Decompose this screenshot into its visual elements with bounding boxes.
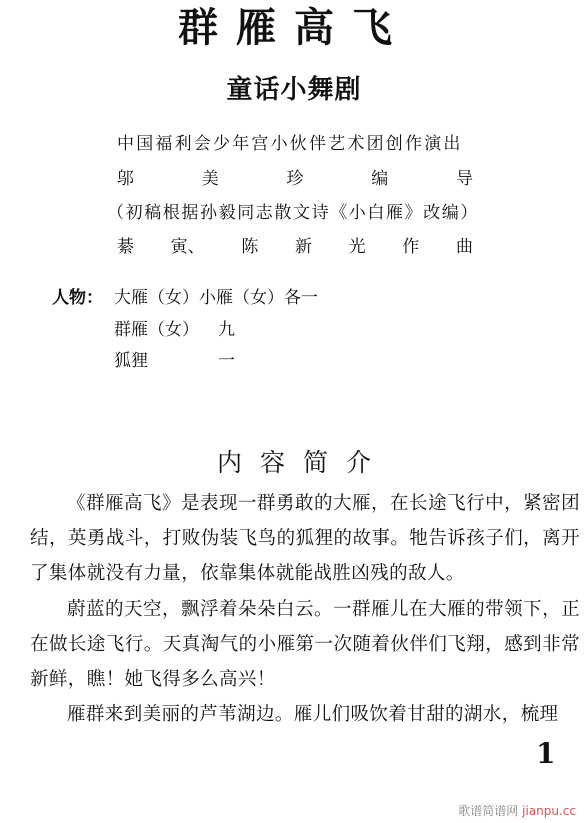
watermark-site-name: 歌谱简谱网 [458, 804, 519, 818]
document-subtitle: 童话小舞剧 [226, 75, 362, 105]
credit-source-note: （初稿根据孙毅同志散文诗《小白雁》改编） [107, 203, 479, 223]
character-name: 大雁（女）小雁（女）各一 [114, 288, 318, 308]
watermark-url: jianpu.cc [522, 804, 576, 818]
credit-composers-part: 寅、 [170, 237, 205, 257]
credit-choreographer-part: 编 [371, 169, 389, 189]
synopsis-heading: 内容简介 [216, 448, 389, 477]
credit-choreographer-part: 邬 [117, 169, 134, 189]
character-row [114, 349, 235, 373]
document-title: 群雁高飞 [178, 5, 410, 51]
credit-composers-part: 新 [294, 237, 312, 257]
credit-production: 中国福利会少年宫小伙伴艺术团创作演出 [117, 134, 463, 154]
watermark [458, 803, 576, 819]
credit-choreographer-part: 珍 [286, 169, 304, 189]
synopsis-paragraph: 雁群来到美丽的芦苇湖边。雁儿们吸饮着甘甜的湖水，梳理 [67, 704, 559, 725]
synopsis-paragraph: 《群雁高飞》是表现一群勇敢的大雁，在长途飞行中，紧密团结，英勇战斗，打败伪装飞鸟的狐狸的故事。牠告诉孩子们，离开了集体就没有力量，依靠集体就能战胜凶残的敌人。 [30, 493, 580, 584]
character-count: 一 [218, 351, 235, 371]
credit-composers [117, 235, 473, 259]
credit-composers-part: 陈 [241, 237, 259, 257]
credit-composers-part: 曲 [455, 237, 473, 257]
characters-label: 人物： [52, 288, 103, 308]
character-name: 狐狸 [114, 351, 148, 371]
character-name: 群雁（女） [114, 320, 199, 340]
credit-composers-part: 作 [402, 237, 420, 257]
credit-composers-part: 光 [348, 237, 366, 257]
credit-choreographer-part: 美 [201, 169, 219, 189]
credit-choreographer-part: 导 [456, 169, 473, 189]
credit-choreographer [117, 167, 473, 191]
character-row [114, 318, 235, 342]
synopsis-paragraph: 蔚蓝的天空，飘浮着朵朵白云。一群雁儿在大雁的带领下，正在做长途飞行。天真淘气的小雁第一次随着伙伴们飞翔，感到非常新鲜，瞧！她飞得多么高兴！ [30, 599, 580, 690]
credit-composers-part: 綦 [117, 237, 134, 257]
character-count: 九 [218, 320, 235, 340]
page-number: 1 [536, 737, 556, 770]
character-row [114, 286, 318, 310]
